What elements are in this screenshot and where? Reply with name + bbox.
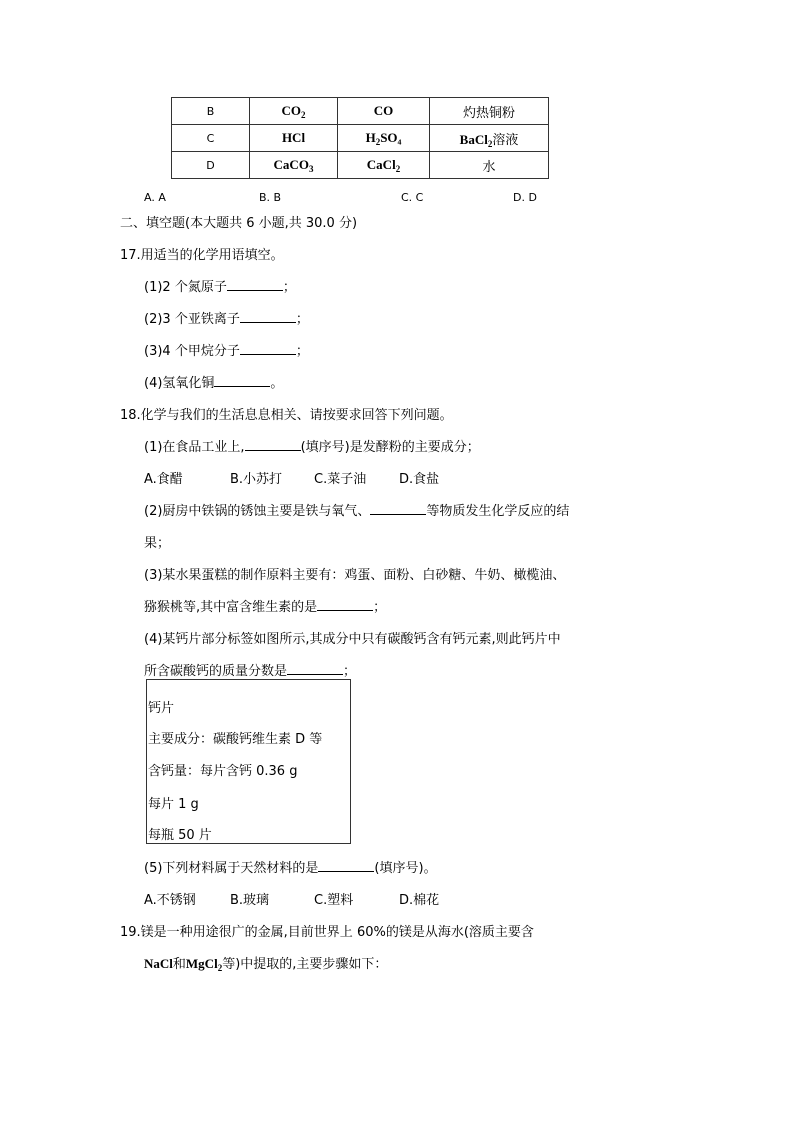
cell-impurity: CaCl$_2$ [338, 152, 430, 179]
row-letter: D [172, 152, 250, 179]
q18-part5-option-a: A.不锈钢 [144, 893, 196, 908]
section-title: 二、填空题(本大题共 6 小题,共 30.0 分) [120, 216, 358, 231]
choice-b: B. B [259, 191, 282, 204]
q17-stem: 17.用适当的化学用语填空。 [120, 248, 284, 263]
cell-substance: HCl [250, 125, 338, 152]
choice-c: C. C [401, 191, 424, 204]
q18-part5: (5)下列材料属于天然材料的是 (填序号)。 [144, 861, 437, 876]
q18-part1-option-d: D.食盐 [399, 472, 440, 487]
choice-a: A. A [144, 191, 166, 204]
answer-blank[interactable] [317, 598, 373, 611]
label-title: 钙片 [148, 701, 175, 716]
answer-blank[interactable] [318, 859, 374, 872]
cell-substance: CaCO$_3$ [250, 152, 338, 179]
table-row [172, 125, 549, 152]
q18-part1: (1)在食品工业上, (填序号)是发酵粉的主要成分； [144, 440, 480, 455]
row-letter: C [172, 125, 250, 152]
label-line: 每瓶 50 片 [148, 828, 212, 843]
q18-part2-cont: 果； [144, 536, 171, 551]
q19-stem: 19.镁是一种用途很广的金属,目前世界上 60%的镁是从海水(溶质主要含 [120, 925, 534, 940]
label-line: 主要成分：碳酸钙维生素 D 等 [148, 732, 323, 747]
calcium-tablet-label [146, 679, 351, 844]
cell-impurity: CO [338, 98, 430, 125]
q17-item: (3)4 个甲烷分子 ； [144, 344, 309, 359]
answer-blank[interactable] [240, 310, 296, 323]
q18-part1-option-a: A.食醋 [144, 472, 183, 487]
q17-item: (2)3 个亚铁离子 ； [144, 312, 309, 327]
q18-part4: (4)某钙片部分标签如图所示,其成分中只有碳酸钙含有钙元素,则此钙片中 [144, 632, 561, 647]
label-line: 每片 1 g [148, 797, 199, 812]
answer-blank[interactable] [245, 438, 301, 451]
answer-blank[interactable] [370, 502, 426, 515]
q18-part5-option-b: B.玻璃 [230, 893, 270, 908]
q18-part3: (3)某水果蛋糕的制作原料主要有：鸡蛋、面粉、白砂糖、牛奶、橄榄油、 [144, 568, 566, 583]
table-row [172, 152, 549, 179]
answer-blank[interactable] [214, 374, 270, 387]
answer-blank[interactable] [227, 278, 283, 291]
q17-item: (4)氢氧化铜 。 [144, 376, 284, 391]
q18-part5-option-c: C.塑料 [314, 893, 354, 908]
label-line: 含钙量：每片含钙 0.36 g [148, 764, 298, 779]
q18-part4-cont: 所含碳酸钙的质量分数是 ； [144, 664, 357, 679]
cell-reagent: 灼热铜粉 [430, 98, 549, 125]
choice-d: D. D [513, 191, 537, 204]
q18-part1-option-b: B.小苏打 [230, 472, 283, 487]
q18-part3-cont: 猕猴桃等,其中富含维生素的是 ； [144, 600, 387, 615]
cell-reagent: 水 [430, 152, 549, 179]
cell-impurity: $H_2SO_4$ [338, 125, 430, 152]
cell-reagent: BaCl$_2$溶液 [430, 125, 549, 152]
q17-item: (1)2 个氮原子 ； [144, 280, 296, 295]
cell-substance: $CO_2$ [250, 98, 338, 125]
q18-part2: (2)厨房中铁锅的锈蚀主要是铁与氧气、 等物质发生化学反应的结 [144, 504, 570, 519]
row-letter: B [172, 98, 250, 125]
q18-part1-option-c: C.菜子油 [314, 472, 367, 487]
q18-part5-option-d: D.棉花 [399, 893, 440, 908]
answer-blank[interactable] [287, 662, 343, 675]
table-row [172, 98, 549, 125]
answer-blank[interactable] [240, 342, 296, 355]
q18-stem: 18.化学与我们的生活息息相关、请按要求回答下列问题。 [120, 408, 453, 423]
q19-stem-cont: NaCl和MgCl$_2$等)中提取的,主要步骤如下： [144, 956, 388, 973]
options-table [171, 97, 549, 179]
